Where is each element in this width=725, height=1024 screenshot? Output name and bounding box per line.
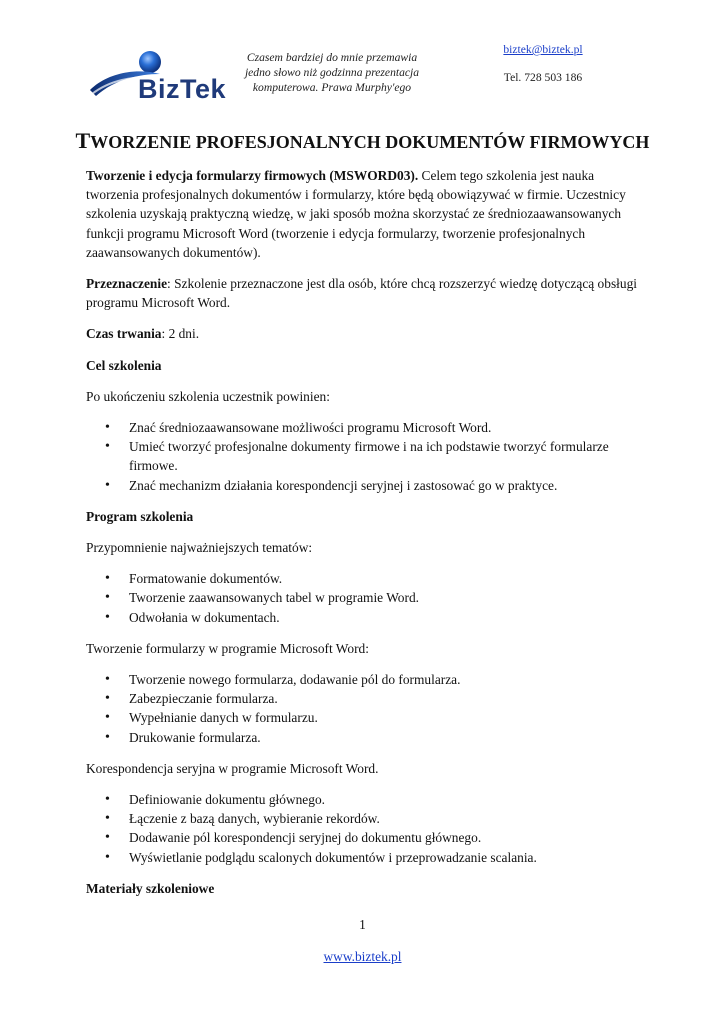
list-item: • Znać średniozaawansowane możliwości programu Microsoft Word. (129, 418, 640, 437)
list-item: • Tworzenie zaawansowanych tabel w programie Word. (129, 588, 640, 607)
list-item: • Wypełnianie danych w formularzu. (129, 708, 640, 727)
title-first-letter: T (75, 128, 91, 153)
motto-line: Czasem bardziej do mnie przemawia (246, 51, 418, 64)
title-rest: WORZENIE PROFESJONALNYCH DOKUMENTÓW FIRMOWYCH (90, 132, 650, 152)
program-list (86, 569, 640, 627)
list-item: • Odwołania w dokumentach. (129, 608, 640, 627)
program-heading: Program szkolenia (86, 508, 194, 524)
list-item: • Zabezpieczanie formularza. (129, 689, 640, 708)
goal-intro: Po ukończeniu szkolenia uczestnik powinien: (86, 388, 330, 404)
program-section-intro: Korespondencja seryjna w programie Microsoft Word. (86, 760, 379, 776)
list-item: • Łączenie z bazą danych, wybieranie rekordów. (129, 809, 640, 828)
list-item: • Znać mechanizm działania korespondencji seryjnej i zastosować go w praktyce. (129, 476, 640, 495)
intro-paragraph (86, 166, 640, 262)
page-number: 1 (359, 917, 366, 932)
website-link[interactable]: www.biztek.pl (323, 949, 402, 964)
duration-label: Czas trwania (86, 326, 162, 342)
list-item: • Umieć tworzyć profesjonalne dokumenty firmowe i na ich podstawie tworzyć formularze firmowe. (129, 437, 640, 475)
list-item: • Drukowanie formularza. (129, 728, 640, 747)
duration-text: : 2 dni. (161, 326, 200, 342)
materials-heading: Materiały szkoleniowe (86, 880, 215, 896)
audience-text: : Szkolenie przeznaczone jest dla osób, które chcą rozszerzyć wiedzę dotyczącą obsługi programu Microsoft Word. (86, 276, 637, 311)
audience-paragraph (86, 274, 640, 312)
list-item: • Formatowanie dokumentów. (129, 569, 640, 588)
page-title (0, 128, 725, 154)
intro-bold: Tworzenie i edycja formularzy firmowych (MSWORD03). (86, 168, 419, 183)
list-item: • Tworzenie nowego formularza, dodawanie pól do formularza. (129, 670, 640, 689)
program-section-intro: Przypomnienie najważniejszych tematów: (86, 540, 313, 556)
program-section-intro: Tworzenie formularzy w programie Microsoft Word: (86, 640, 369, 656)
motto-line: jedno słowo niż godzinna prezentacja (244, 66, 420, 79)
logo-text: BizTek (138, 74, 227, 104)
audience-label: Przeznaczenie (86, 276, 168, 292)
goal-list (86, 418, 640, 495)
email-link[interactable]: biztek@biztek.pl (503, 43, 583, 56)
header-motto (232, 50, 432, 95)
list-item: • Dodawanie pól korespondencji seryjnej do dokumentu głównego. (129, 828, 640, 847)
document-body (86, 166, 640, 910)
duration-paragraph (86, 324, 640, 343)
header-contact (488, 43, 598, 84)
program-list (86, 790, 640, 867)
program-list (86, 670, 640, 747)
goal-heading: Cel szkolenia (86, 357, 162, 373)
list-item: • Wyświetlanie podglądu scalonych dokumentów i przeprowadzanie scalania. (129, 848, 640, 867)
motto-line: komputerowa. Prawa Murphy'ego (252, 81, 412, 94)
phone-number: Tel. 728 503 186 (503, 71, 583, 84)
list-item: • Definiowanie dokumentu głównego. (129, 790, 640, 809)
intro-text: Celem tego szkolenia jest nauka tworzenia profesjonalnych dokumentów i formularzy, które będą obowiązywać w firmie. Uczestnicy szkolenia uzyskają praktyczną wiedzę, w jaki sposób można skorzystać ze średniozaawansowanych funkcji programu Microsoft Word (tworzenie i edycja formularzy, tworzenie profesjonalnych zaawansowanych dokumentów). (86, 168, 626, 260)
